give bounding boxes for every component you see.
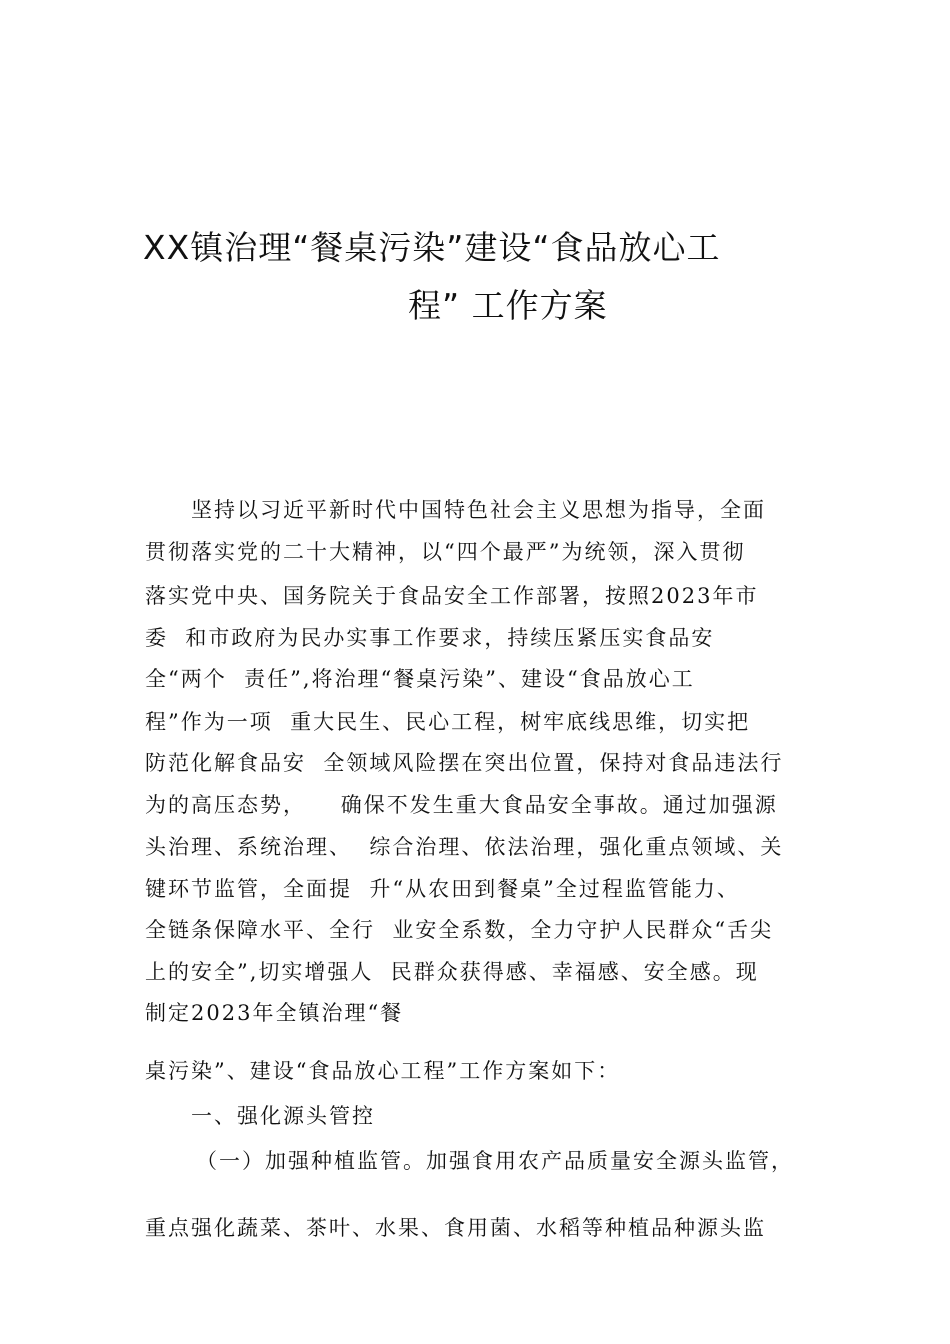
paragraph-line: 防范化解食品安 全领域风险摆在突出位置，保持对食品违法行 <box>145 751 784 775</box>
document-title-line-1: XX镇治理“餐桌污染”建设“食品放心工 <box>143 228 721 267</box>
paragraph-line: 桌污染”、建设“食品放心工程”工作方案如下： <box>145 1059 621 1083</box>
paragraph-line: 落实党中央、国务院关于食品安全工作部署，按照2023年市 <box>145 584 759 608</box>
paragraph-line: 为的高压态势， 确保不发生重大食品安全事故。通过加强源 <box>145 793 778 817</box>
paragraph-line: 坚持以习近平新时代中国特色社会主义思想为指导，全面 <box>191 498 766 522</box>
subsection-paragraph-line: （一）加强种植监管。加强食用农产品质量安全源头监管， <box>196 1149 794 1173</box>
paragraph-line: 全“两个 责任”,将治理“餐桌污染”、建设“食品放心工 <box>145 667 695 691</box>
paragraph-line: 全链条保障水平、全行 业安全系数，全力守护人民群众“舌尖 <box>145 918 774 942</box>
paragraph-line: 委 和市政府为民办实事工作要求，持续压紧压实食品安 <box>145 626 715 650</box>
paragraph-line: 制定2023年全镇治理“餐 <box>145 1001 404 1025</box>
paragraph-line: 贯彻落实党的二十大精神，以“四个最严”为统领，深入贯彻 <box>145 540 746 564</box>
section-heading: 一、强化源头管控 <box>191 1104 375 1128</box>
paragraph-line: 键环节监管，全面提 升“从农田到餐桌”全过程监管能力、 <box>145 877 740 901</box>
document-title-line-2: 程” 工作方案 <box>408 286 608 325</box>
paragraph-line: 头治理、系统治理、 综合治理、依法治理，强化重点领域、关 <box>145 835 784 859</box>
paragraph-line: 程”作为一项 重大民生、民心工程，树牢底线思维，切实把 <box>145 710 751 734</box>
paragraph-line: 上的安全”,切实增强人 民群众获得感、幸福感、安全感。现 <box>145 960 759 984</box>
paragraph-line: 重点强化蔬菜、茶叶、水果、食用菌、水稻等种植品种源头监 <box>145 1216 766 1240</box>
